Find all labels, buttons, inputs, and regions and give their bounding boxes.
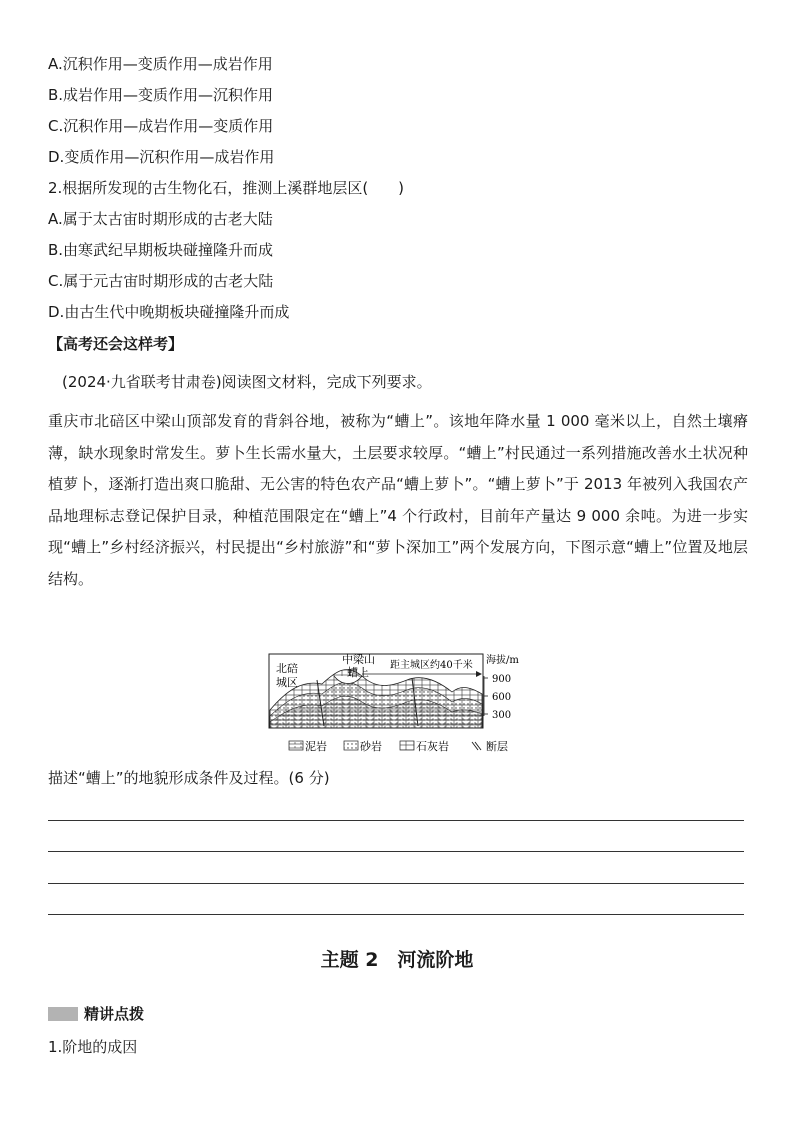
gaokao-header: 【高考还会这样考】 [48, 335, 184, 353]
answer-line-2[interactable] [48, 851, 744, 852]
legend-limestone: 石灰岩 [416, 740, 449, 753]
legend-swatch-sandstone [344, 741, 358, 750]
label-zhongliangshan: 中梁山 [342, 653, 375, 666]
legend-fault: 断层 [486, 740, 508, 753]
fault-icon [472, 742, 481, 750]
q2-option-c: C.属于元古宙时期形成的古老大陆 [48, 272, 274, 290]
label-beibei-2: 城区 [276, 676, 298, 689]
q2-stem: 2.根据所发现的古生物化石，推测上溪群地层区( ) [48, 179, 405, 197]
elev-tick-900: 900 [492, 674, 512, 685]
q2-option-d: D.由古生代中晚期板块碰撞隆升而成 [48, 303, 290, 321]
legend-mudstone: 泥岩 [305, 740, 327, 753]
elevation-label: 海拔/m [486, 655, 519, 666]
label-distance: 距主城区约40千米 [390, 660, 473, 671]
answer-line-3[interactable] [48, 883, 744, 884]
legend-sandstone: 砂岩 [360, 740, 382, 753]
task-prompt: 描述“螬上”的地貌形成条件及过程。(6 分) [48, 769, 330, 787]
legend-swatch-limestone [400, 741, 414, 750]
section-label: 精讲点拨 [84, 1005, 145, 1023]
elev-tick-300: 300 [492, 710, 512, 721]
topic-title: 主题 2 河流阶地 [320, 949, 474, 971]
q2-option-b: B.由寒武纪早期板块碰撞隆升而成 [48, 241, 274, 259]
reading-passage: 重庆市北碚区中梁山顶部发育的背斜谷地，被称为“螬上”。该地年降水量 1 000 毫米以上，自然土壤瘠薄，缺水现象时常发生。萝卜生长需水量大，土层要求较厚。“螬上”村民通过一系列措施改善水土状况种植萝卜，逐渐打造出爽口脆甜、无公害的特色农产品“螬上萝卜”。“螬上萝卜”于 2013 年被列入我国农产品地理标志登记保护目录，种植范围限定在“螬上”4 个行政村，目前年产量达 9 000 余吨。为进一步实现“螬上”乡村经济振兴，村民提出“乡村旅游”和“萝卜深加工”两个发展方向，下图示意“螬上”位置及地层结构。 [48, 412, 748, 588]
elev-tick-600: 600 [492, 692, 512, 703]
q1-option-b: B.成岩作用—变质作用—沉积作用 [48, 86, 274, 104]
q2-option-a: A.属于太古宙时期形成的古老大陆 [48, 210, 273, 228]
section-marker [48, 1007, 78, 1021]
q1-option-c: C.沉积作用—成岩作用—变质作用 [48, 117, 274, 135]
subsection-heading: 1.阶地的成因 [48, 1038, 138, 1056]
answer-line-4[interactable] [48, 914, 744, 915]
caoshang-cross-section-figure [262, 650, 552, 754]
label-beibei-1: 北碚 [276, 662, 298, 675]
legend-swatch-mudstone [289, 741, 303, 750]
answer-line-1[interactable] [48, 820, 744, 821]
q1-option-a: A.沉积作用—变质作用—成岩作用 [48, 55, 273, 73]
label-caoshang: 螬上 [347, 666, 369, 679]
q1-option-d: D.变质作用—沉积作用—成岩作用 [48, 148, 275, 166]
figure-legend [289, 739, 508, 753]
question-source: (2024·九省联考甘肃卷)阅读图文材料，完成下列要求。 [62, 373, 432, 391]
